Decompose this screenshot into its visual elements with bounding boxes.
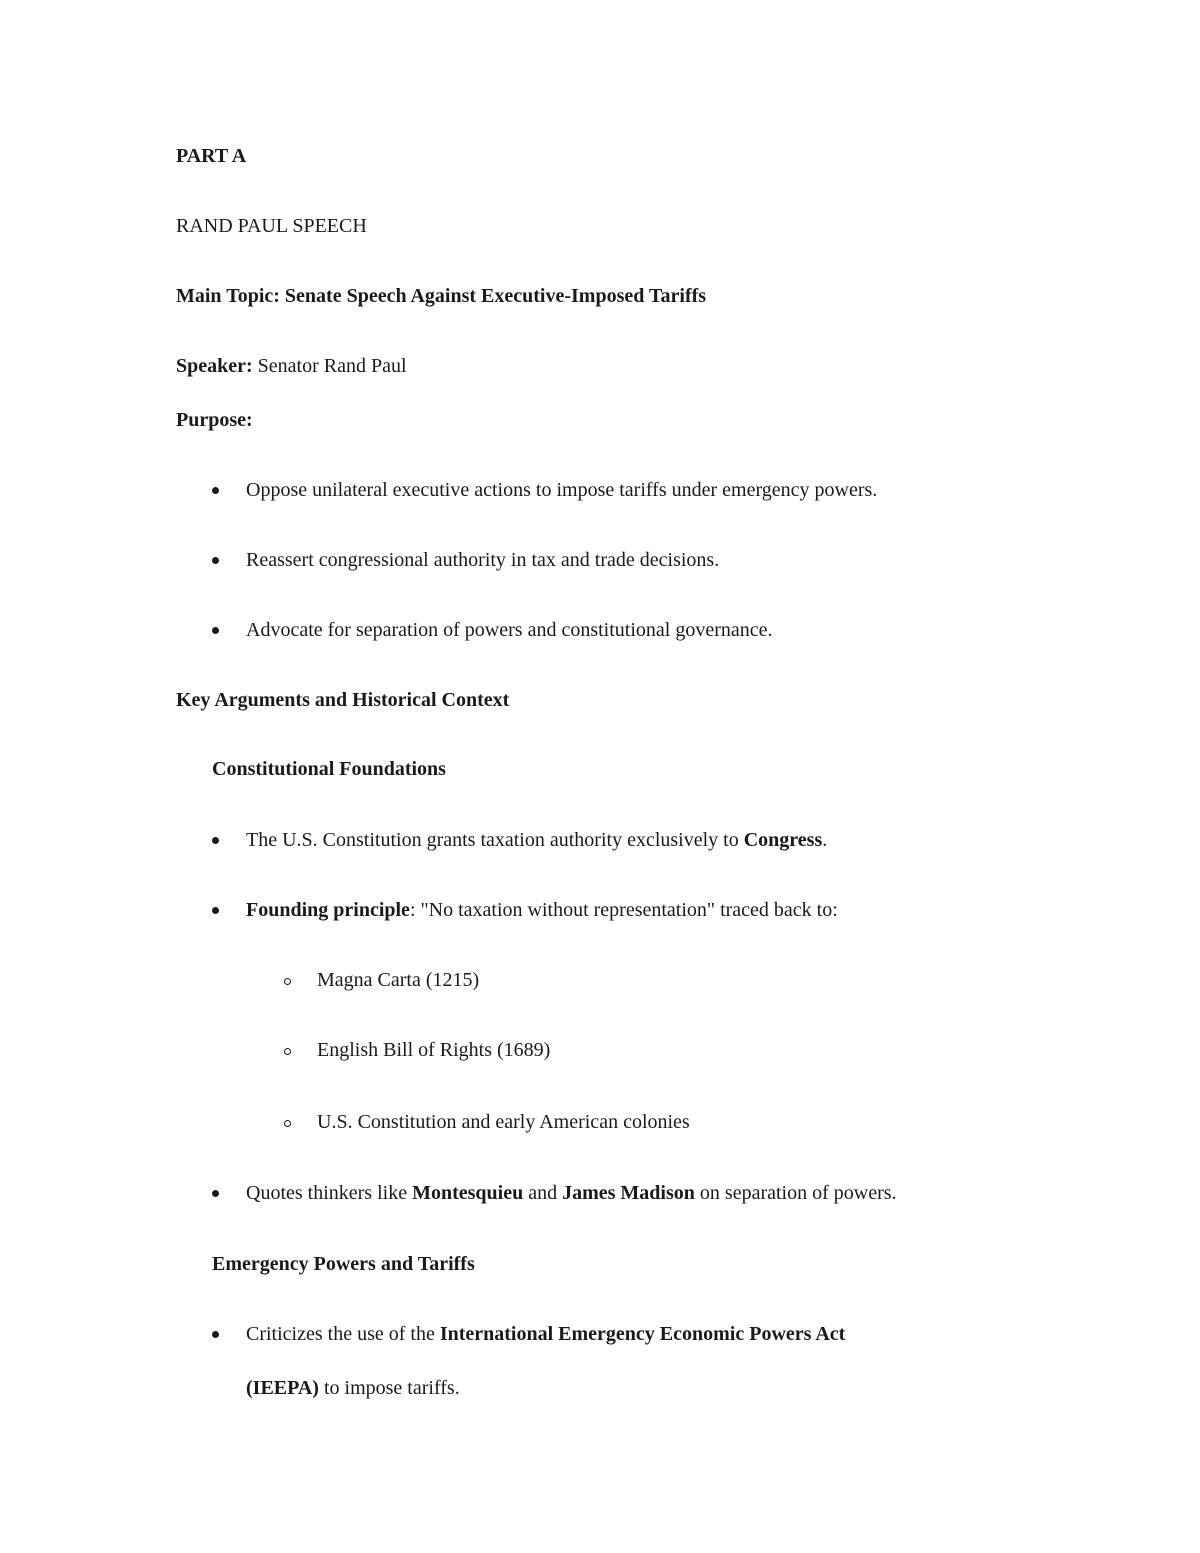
constitutional-item: Founding principle: "No taxation without representation" traced back to: <box>246 899 838 921</box>
sub-list-item: English Bill of Rights (1689) <box>317 1039 551 1061</box>
hollow-bullet-icon <box>284 1048 291 1055</box>
bullet-icon <box>212 627 219 634</box>
hollow-bullet-icon <box>284 978 291 985</box>
speaker-label: Speaker: <box>176 355 253 377</box>
emergency-item-line1: Criticizes the use of the International Emergency Economic Powers Act <box>246 1323 846 1345</box>
emergency-item-line2: (IEEPA) to impose tariffs. <box>246 1377 460 1399</box>
document-title: RAND PAUL SPEECH <box>176 215 367 237</box>
bullet-icon <box>212 557 219 564</box>
constitutional-item: Quotes thinkers like Montesquieu and James Madison on separation of powers. <box>246 1182 897 1204</box>
key-arguments-heading: Key Arguments and Historical Context <box>176 689 510 711</box>
sub-list-item: Magna Carta (1215) <box>317 969 480 991</box>
constitutional-heading: Constitutional Foundations <box>212 758 446 780</box>
purpose-item: Oppose unilateral executive actions to impose tariffs under emergency powers. <box>246 479 878 501</box>
bullet-icon <box>212 1190 219 1197</box>
bullet-icon <box>212 837 219 844</box>
bullet-icon <box>212 487 219 494</box>
bullet-icon <box>212 1331 219 1338</box>
emergency-heading: Emergency Powers and Tariffs <box>212 1253 475 1275</box>
purpose-item: Advocate for separation of powers and constitutional governance. <box>246 619 773 641</box>
part-label: PART A <box>176 145 247 167</box>
hollow-bullet-icon <box>284 1120 291 1127</box>
purpose-label: Purpose: <box>176 409 253 431</box>
bullet-icon <box>212 907 219 914</box>
speaker-value: Senator Rand Paul <box>257 355 407 377</box>
main-topic-value: Senate Speech Against Executive-Imposed Tariffs <box>284 285 707 307</box>
speaker-line <box>176 354 407 378</box>
constitutional-item: The U.S. Constitution grants taxation authority exclusively to Congress. <box>246 829 828 851</box>
main-topic-line <box>176 284 706 308</box>
purpose-item: Reassert congressional authority in tax and trade decisions. <box>246 549 720 571</box>
main-topic-label: Main Topic: <box>176 285 280 307</box>
sub-list-item: U.S. Constitution and early American colonies <box>317 1111 690 1133</box>
